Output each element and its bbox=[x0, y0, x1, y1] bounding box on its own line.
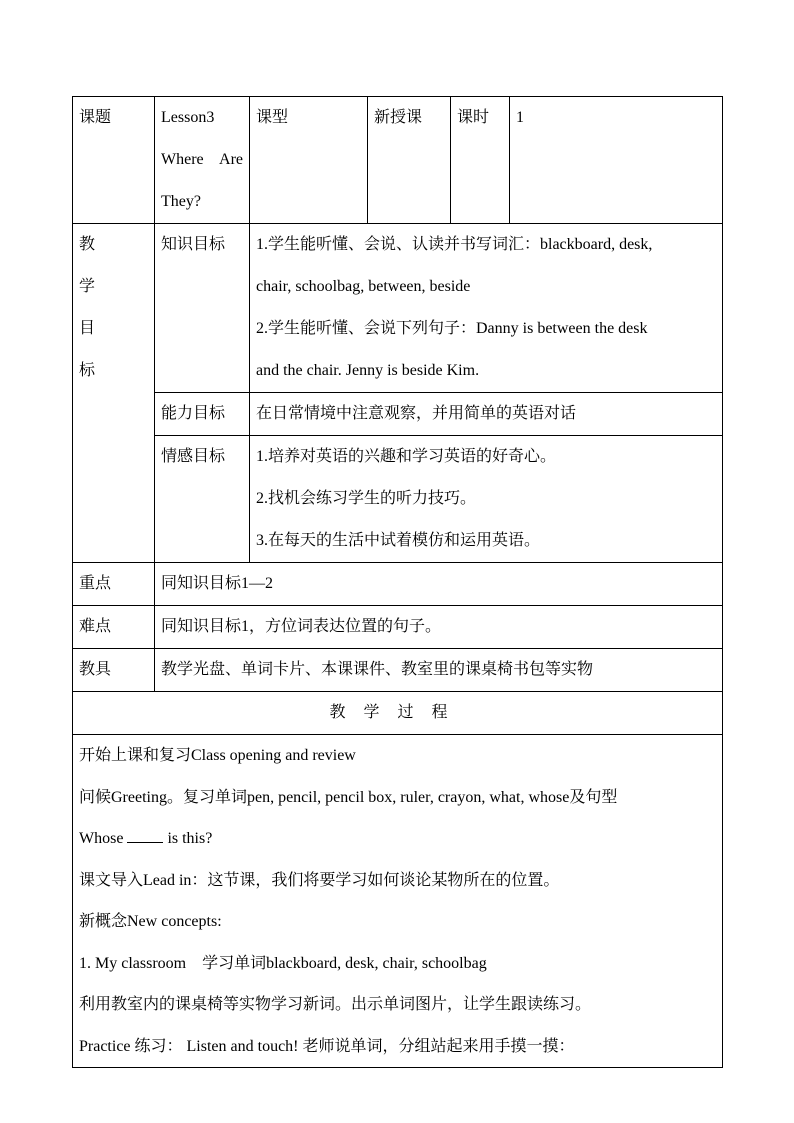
objective-ability-row bbox=[73, 393, 723, 436]
fill-in-blank bbox=[127, 828, 163, 843]
knowledge-content bbox=[250, 224, 723, 393]
key-points-label: 重点 bbox=[73, 563, 155, 606]
objectives-label-char: 目 bbox=[79, 320, 96, 337]
objectives-label-char: 学 bbox=[79, 278, 96, 295]
knowledge-line: 1.学生能听懂、会说、认读并书写词汇：blackboard, desk, bbox=[256, 236, 653, 253]
knowledge-line: 2.学生能听懂、会说下列句子：Danny is between the desk bbox=[256, 320, 648, 337]
difficulties-label: 难点 bbox=[73, 606, 155, 649]
objective-knowledge-row bbox=[73, 224, 723, 393]
emotion-line: 3.在每天的生活中试着模仿和运用英语。 bbox=[256, 532, 541, 549]
process-line: 利用教室内的课桌椅等实物学习新词。出示单词图片，让学生跟读练习。 bbox=[79, 996, 592, 1013]
materials-row bbox=[73, 649, 723, 692]
emotion-line: 2.找机会练习学生的听力技巧。 bbox=[256, 490, 477, 507]
is-this-text: is this? bbox=[167, 830, 213, 847]
topic-word-where: Where bbox=[161, 151, 204, 168]
hours-value: 1 bbox=[510, 97, 723, 224]
knowledge-label: 知识目标 bbox=[155, 224, 250, 393]
objectives-label bbox=[73, 224, 155, 563]
process-line: 开始上课和复习Class opening and review bbox=[79, 747, 356, 764]
materials-content: 教学光盘、单词卡片、本课课件、教室里的课桌椅书包等实物 bbox=[155, 649, 723, 692]
objective-emotion-row bbox=[73, 436, 723, 563]
ability-content: 在日常情境中注意观察，并用简单的英语对话 bbox=[250, 393, 723, 436]
key-points-content: 同知识目标1—2 bbox=[155, 563, 723, 606]
emotion-content bbox=[250, 436, 723, 563]
topic-word-lesson: Lesson3 bbox=[161, 109, 215, 126]
process-line: 课文导入Lead in：这节课，我们将要学习如何谈论某物所在的位置。 bbox=[79, 871, 560, 889]
whose-word: Whose bbox=[79, 830, 124, 847]
emotion-label: 情感目标 bbox=[155, 436, 250, 563]
type-value: 新授课 bbox=[368, 97, 451, 224]
process-heading: 教学过程 bbox=[73, 692, 723, 735]
topic-value bbox=[155, 97, 250, 224]
lesson-plan-table bbox=[72, 96, 723, 1068]
materials-label: 教具 bbox=[73, 649, 155, 692]
process-line: Practice 练习： Listen and touch! 老师说单词，分组站起来用手摸一摸： bbox=[79, 1037, 575, 1055]
objectives-label-char: 标 bbox=[79, 362, 96, 379]
knowledge-line: chair, schoolbag, between, beside bbox=[256, 278, 471, 295]
objectives-label-char: 教 bbox=[79, 236, 96, 253]
type-label: 课型 bbox=[250, 97, 368, 224]
difficulties-content: 同知识目标1，方位词表达位置的句子。 bbox=[155, 606, 723, 649]
process-content bbox=[73, 735, 723, 1068]
process-line: 问候Greeting。复习单词pen, pencil, pencil box, ruler, crayon, what, whose及句型 bbox=[79, 788, 618, 806]
hours-label: 课时 bbox=[451, 97, 510, 224]
topic-line2: They? bbox=[161, 193, 201, 210]
process-line: 新概念New concepts: bbox=[79, 913, 222, 930]
difficulties-row bbox=[73, 606, 723, 649]
process-heading-row bbox=[73, 692, 723, 735]
knowledge-line: and the chair. Jenny is beside Kim. bbox=[256, 362, 480, 379]
emotion-line: 1.培养对英语的兴趣和学习英语的好奇心。 bbox=[256, 448, 557, 465]
ability-label: 能力目标 bbox=[155, 393, 250, 436]
process-line: 1. My classroom 学习单词blackboard, desk, chair, schoolbag bbox=[79, 954, 487, 972]
key-points-row bbox=[73, 563, 723, 606]
topic-word-are: Are bbox=[219, 151, 243, 168]
header-row bbox=[73, 97, 723, 224]
topic-line1 bbox=[161, 97, 243, 181]
topic-label: 课题 bbox=[73, 97, 155, 224]
process-line-whose bbox=[79, 818, 716, 860]
process-content-row bbox=[73, 735, 723, 1068]
